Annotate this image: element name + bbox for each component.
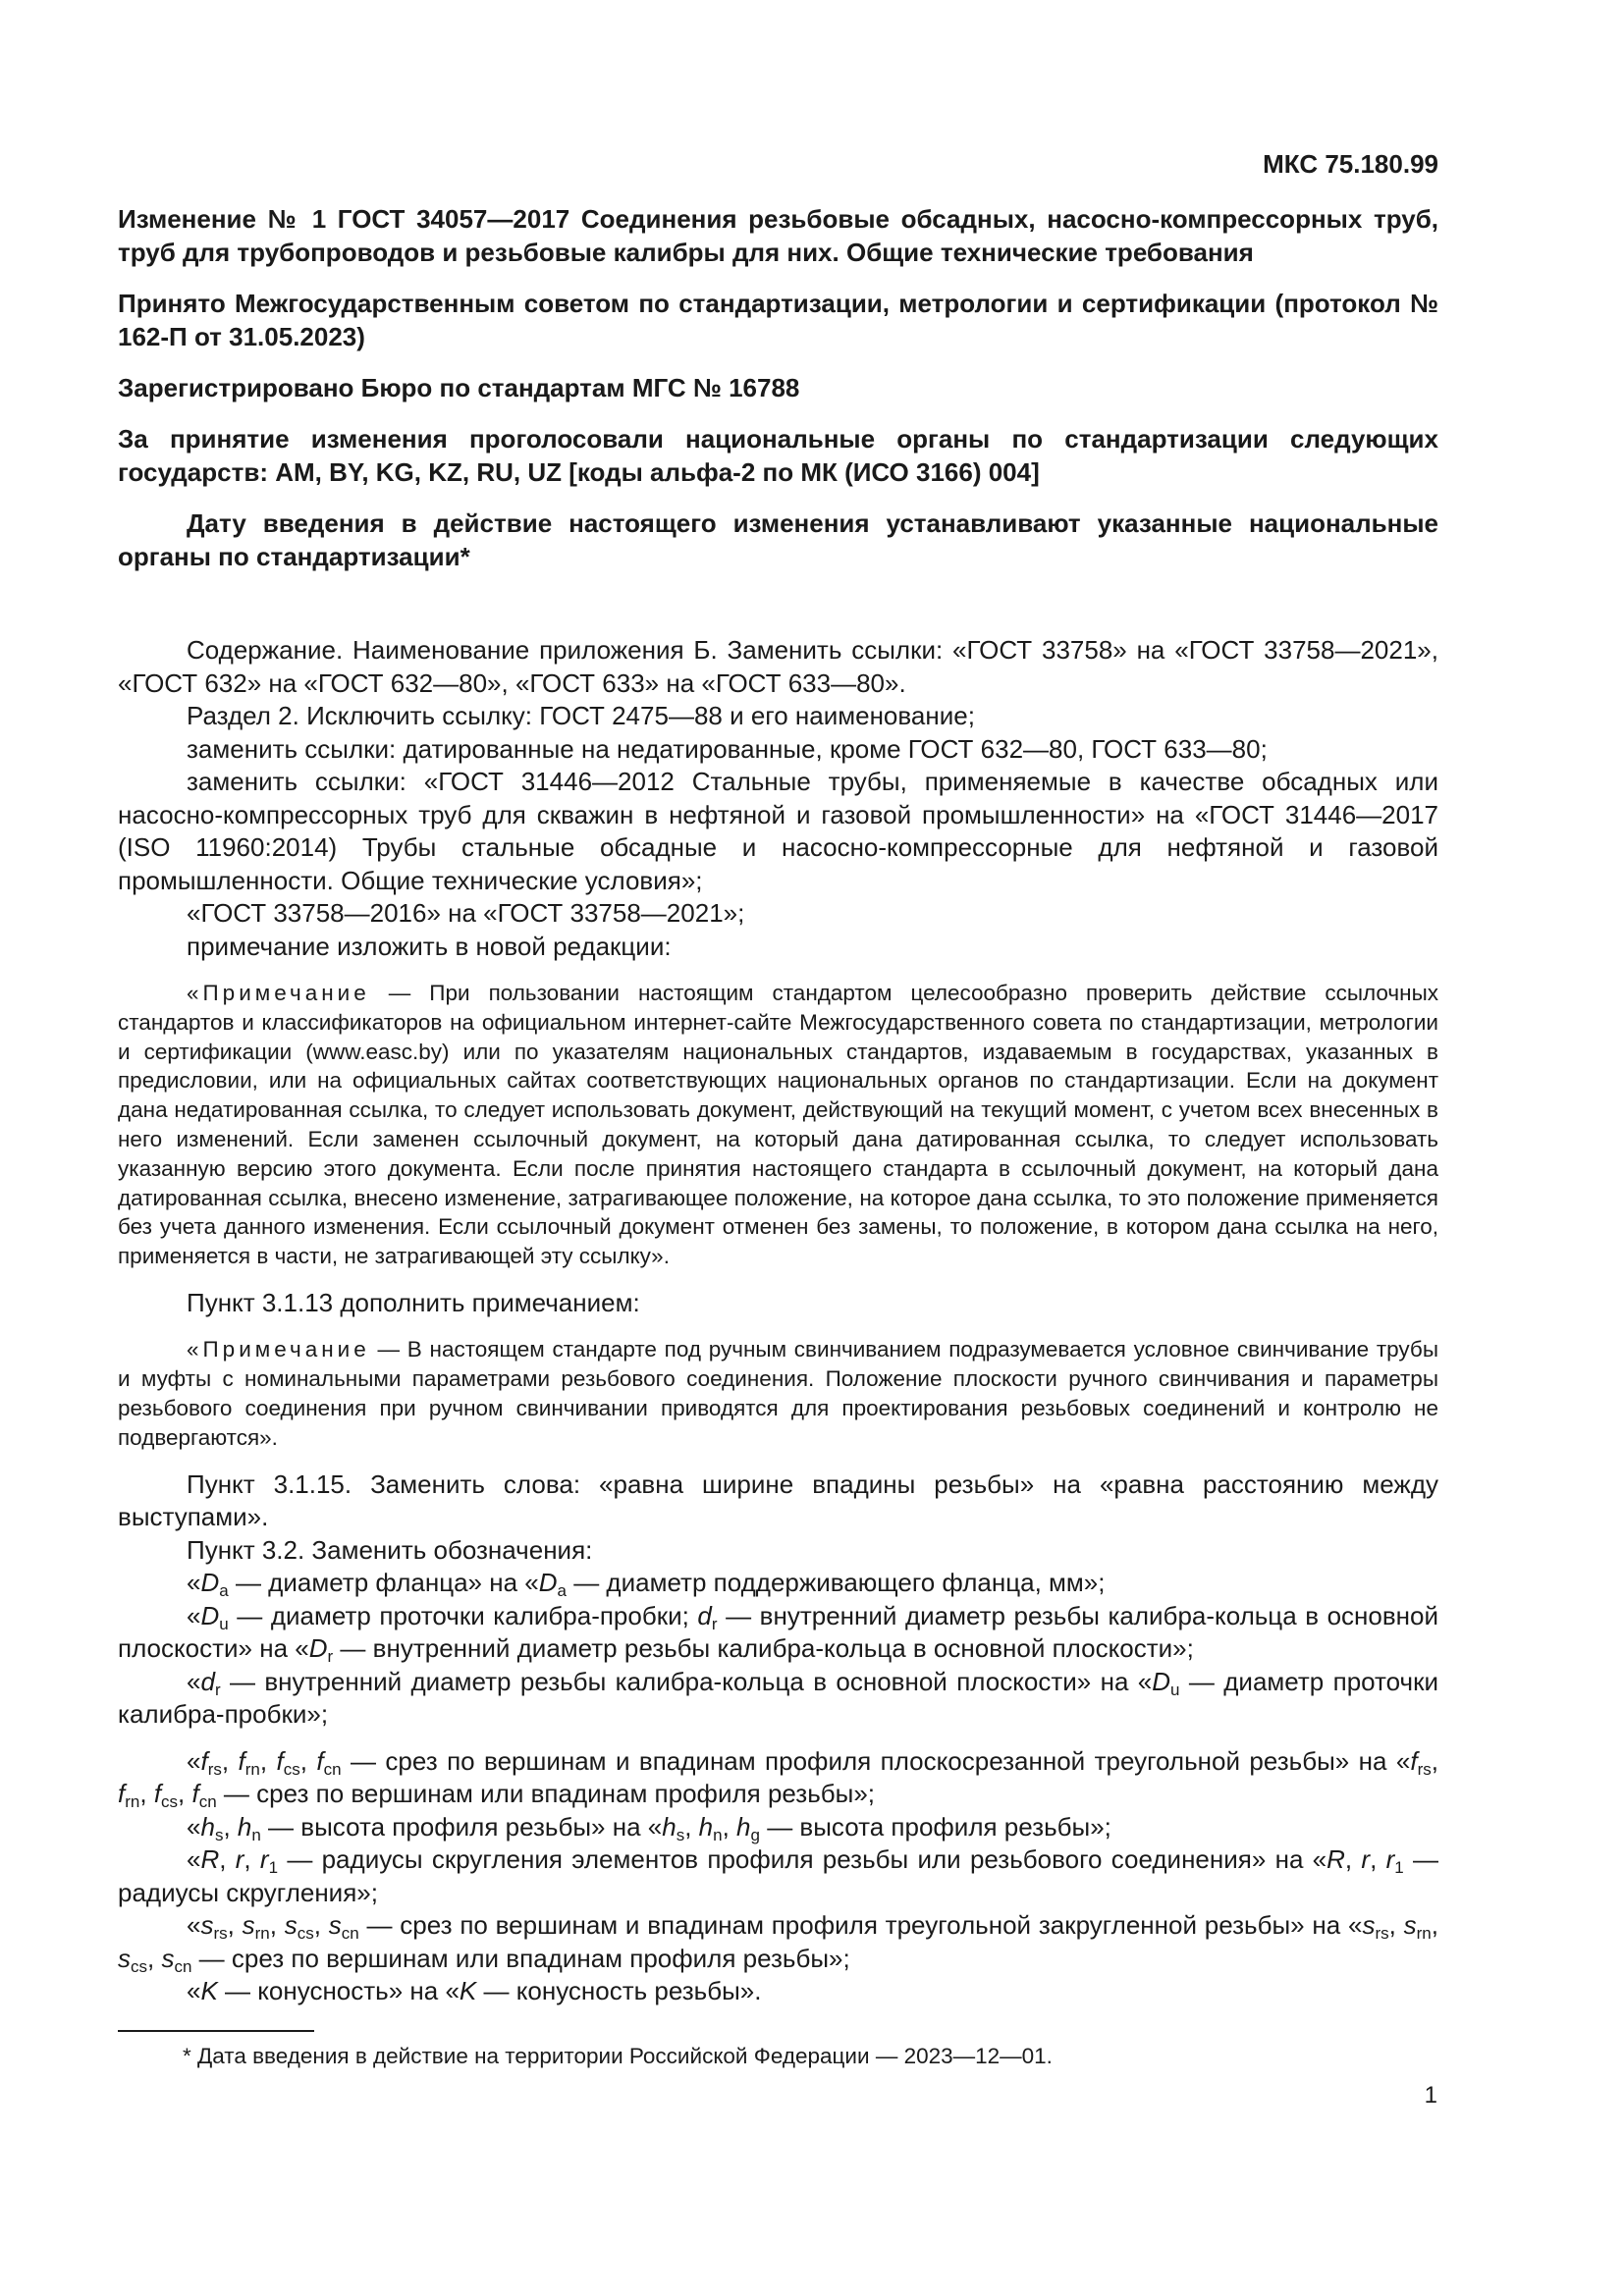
voting-statement: За принятие изменения проголосовали национальные органы по стандартизации следующих государств: AM, BY, KG, KZ, RU, UZ [коды альфа-2 по МК (ИСО 3166) 004] [118, 424, 1438, 487]
section2-note-intro: примечание изложить в новой редакции: [187, 931, 672, 961]
note-label: «Примечание [187, 1337, 370, 1362]
registration-statement: Зарегистрировано Бюро по стандартам МГС № 16788 [118, 373, 800, 402]
footnote: * Дата введения в действие на территории Российской Федерации — 2023—12—01. [183, 2044, 1053, 2068]
page-number: 1 [1424, 2082, 1437, 2109]
clause-3-1-13: Пункт 3.1.13 дополнить примечанием: [187, 1287, 640, 1317]
clause-3-1-15: Пункт 3.1.15. Заменить слова: «равна ширине впадины резьбы» на «равна расстоянию между выступами». [118, 1468, 1438, 1532]
symbol-dr: «$d_r$ — внутренний диаметр резьбы калибра-кольца в основной плоскости» на «$D_u$ — диаметр проточки калибра-пробки»; [118, 1666, 1438, 1730]
symbol-h: «$h_s$, $h_n$ — высота профиля резьбы» на «$h_s$, $h_n$, $h_g$ — высота профиля резьбы»; [187, 1811, 1111, 1844]
symbol-Da: «$D_a$ — диаметр фланца» на «$D_a$ — диаметр поддерживающего фланца, мм»; [187, 1568, 1106, 1601]
section2-replace-33758: «ГОСТ 33758—2016» на «ГОСТ 33758—2021»; [187, 898, 745, 928]
note-text: — В настоящем стандарте под ручным свинчиванием подразумевается условное свинчивание трубы и муфты с номинальными параметрами резьбового соединения. Положение плоскости ручного свинчивания и параметры резьбового соединения при ручном свинчивании приводятся для проектирования резьбовых соединений и контролю не подвергаются». [118, 1337, 1438, 1450]
section2-exclude: Раздел 2. Исключить ссылку: ГОСТ 2475—88 и его наименование; [187, 701, 975, 730]
clause-3-2: Пункт 3.2. Заменить обозначения: [187, 1534, 593, 1565]
section2-replace-refs: заменить ссылки: «ГОСТ 31446—2012 Стальные трубы, применяемые в качестве обсадных или насосно-компрессорных труб для скважин в нефтяной и газовой промышленности» на «ГОСТ 31446—2017 (ISO 11960:2014) Трубы стальные обсадные и насосно-компрессорные для нефтяной и газовой промышленности. Общие технические условия»; [118, 767, 1438, 895]
symbol-s: «$s_{rs}$, $s_{rn}$, $s_{cs}$, $s_{cn}$ — срез по вершинам и впадинам профиля треугольной закругленной резьбы» на «$s_{rs}$, $s_{rn}$, $s_{cs}$, $s_{cn}$ — срез по вершинам или впадинам профиля резьбы»; [118, 1910, 1438, 1976]
contents-change: Содержание. Наименование приложения Б. Заменить ссылки: «ГОСТ 33758» на «ГОСТ 33758—2021», «ГОСТ 632» на «ГОСТ 632—80», «ГОСТ 633» на «ГОСТ 633—80». [118, 635, 1438, 698]
note-text: — При пользовании настоящим стандартом целесообразно проверить действие ссылочных стандартов и классификаторов на официальном интернет-сайте Межгосударственного совета по стандартизации, метрологии и сертификации (www.easc.by) или по указателям национальных стандартов, издаваемым в государствах, указанных в предисловии, или на официальных сайтах соответствующих национальных органов по стандартизации. Если на документ дана недатированная ссылка, то следует использовать документ, действующий на текущий момент, с учетом всех внесенных в него изменений. Если заменен ссылочный документ, на который дана датированная ссылка, то следует использовать указанную версию этого документа. Если после принятия настоящего стандарта в ссылочный документ, на который дана датированная ссылка, внесено изменение, затрагивающее положение, на которое дана ссылка, то это положение применяется без учета данного изменения. Если ссылочный документ отменен без замены, то положение, в котором дана ссылка на него, применяется в части, не затрагивающей эту ссылку». [118, 981, 1438, 1269]
note-label: «Примечание [187, 981, 370, 1005]
document-page [118, 147, 1438, 2008]
symbol-R-r: «R, r, $r_1$ — радиусы скругления элементов профиля резьбы или резьбового соединения» на «R, r, $r_1$ — радиусы скругления»; [118, 1844, 1439, 1907]
mks-code: МКС 75.180.99 [1263, 149, 1438, 179]
section2-replace-dated: заменить ссылки: датированные на недатированные, кроме ГОСТ 632—80, ГОСТ 633—80; [187, 733, 1268, 764]
effective-date-statement: Дату введения в действие настоящего изменения устанавливают указанные национальные органы по стандартизации* [118, 508, 1438, 571]
footnote-divider [118, 2030, 314, 2032]
symbol-K: «K — конусность» на «K — конусность резьбы». [187, 1976, 762, 2006]
note-hand-makeup [118, 1335, 1438, 1452]
symbol-f: «$f_{rs}$, $f_{rn}$, $f_{cs}$, $f_{cn}$ — срез по вершинам и впадинам профиля плоскосрезанной треугольной резьбы» на «$f_{rs}$, $f_{rn}$, $f_{cs}$, $f_{cn}$ — срез по вершинам или впадинам профиля резьбы»; [118, 1745, 1438, 1812]
note-references [118, 979, 1438, 1271]
adopted-statement: Принято Межгосударственным советом по стандартизации, метрологии и сертификации (протокол № 162-П от 31.05.2023) [118, 289, 1438, 351]
amendment-title: Изменение № 1 ГОСТ 34057—2017 Соединения резьбовые обсадных, насосно-компрессорных труб, труб для трубопроводов и резьбовые калибры для них. Общие технические требования [118, 204, 1438, 267]
symbol-Du-dr: «$D_u$ — диаметр проточки калибра-пробки; $d_r$ — внутренний диаметр резьбы калибра-кольца в основной плоскости» на «$D_r$ — внутренний диаметр резьбы калибра-кольца в основной плоскости»; [118, 1600, 1438, 1667]
